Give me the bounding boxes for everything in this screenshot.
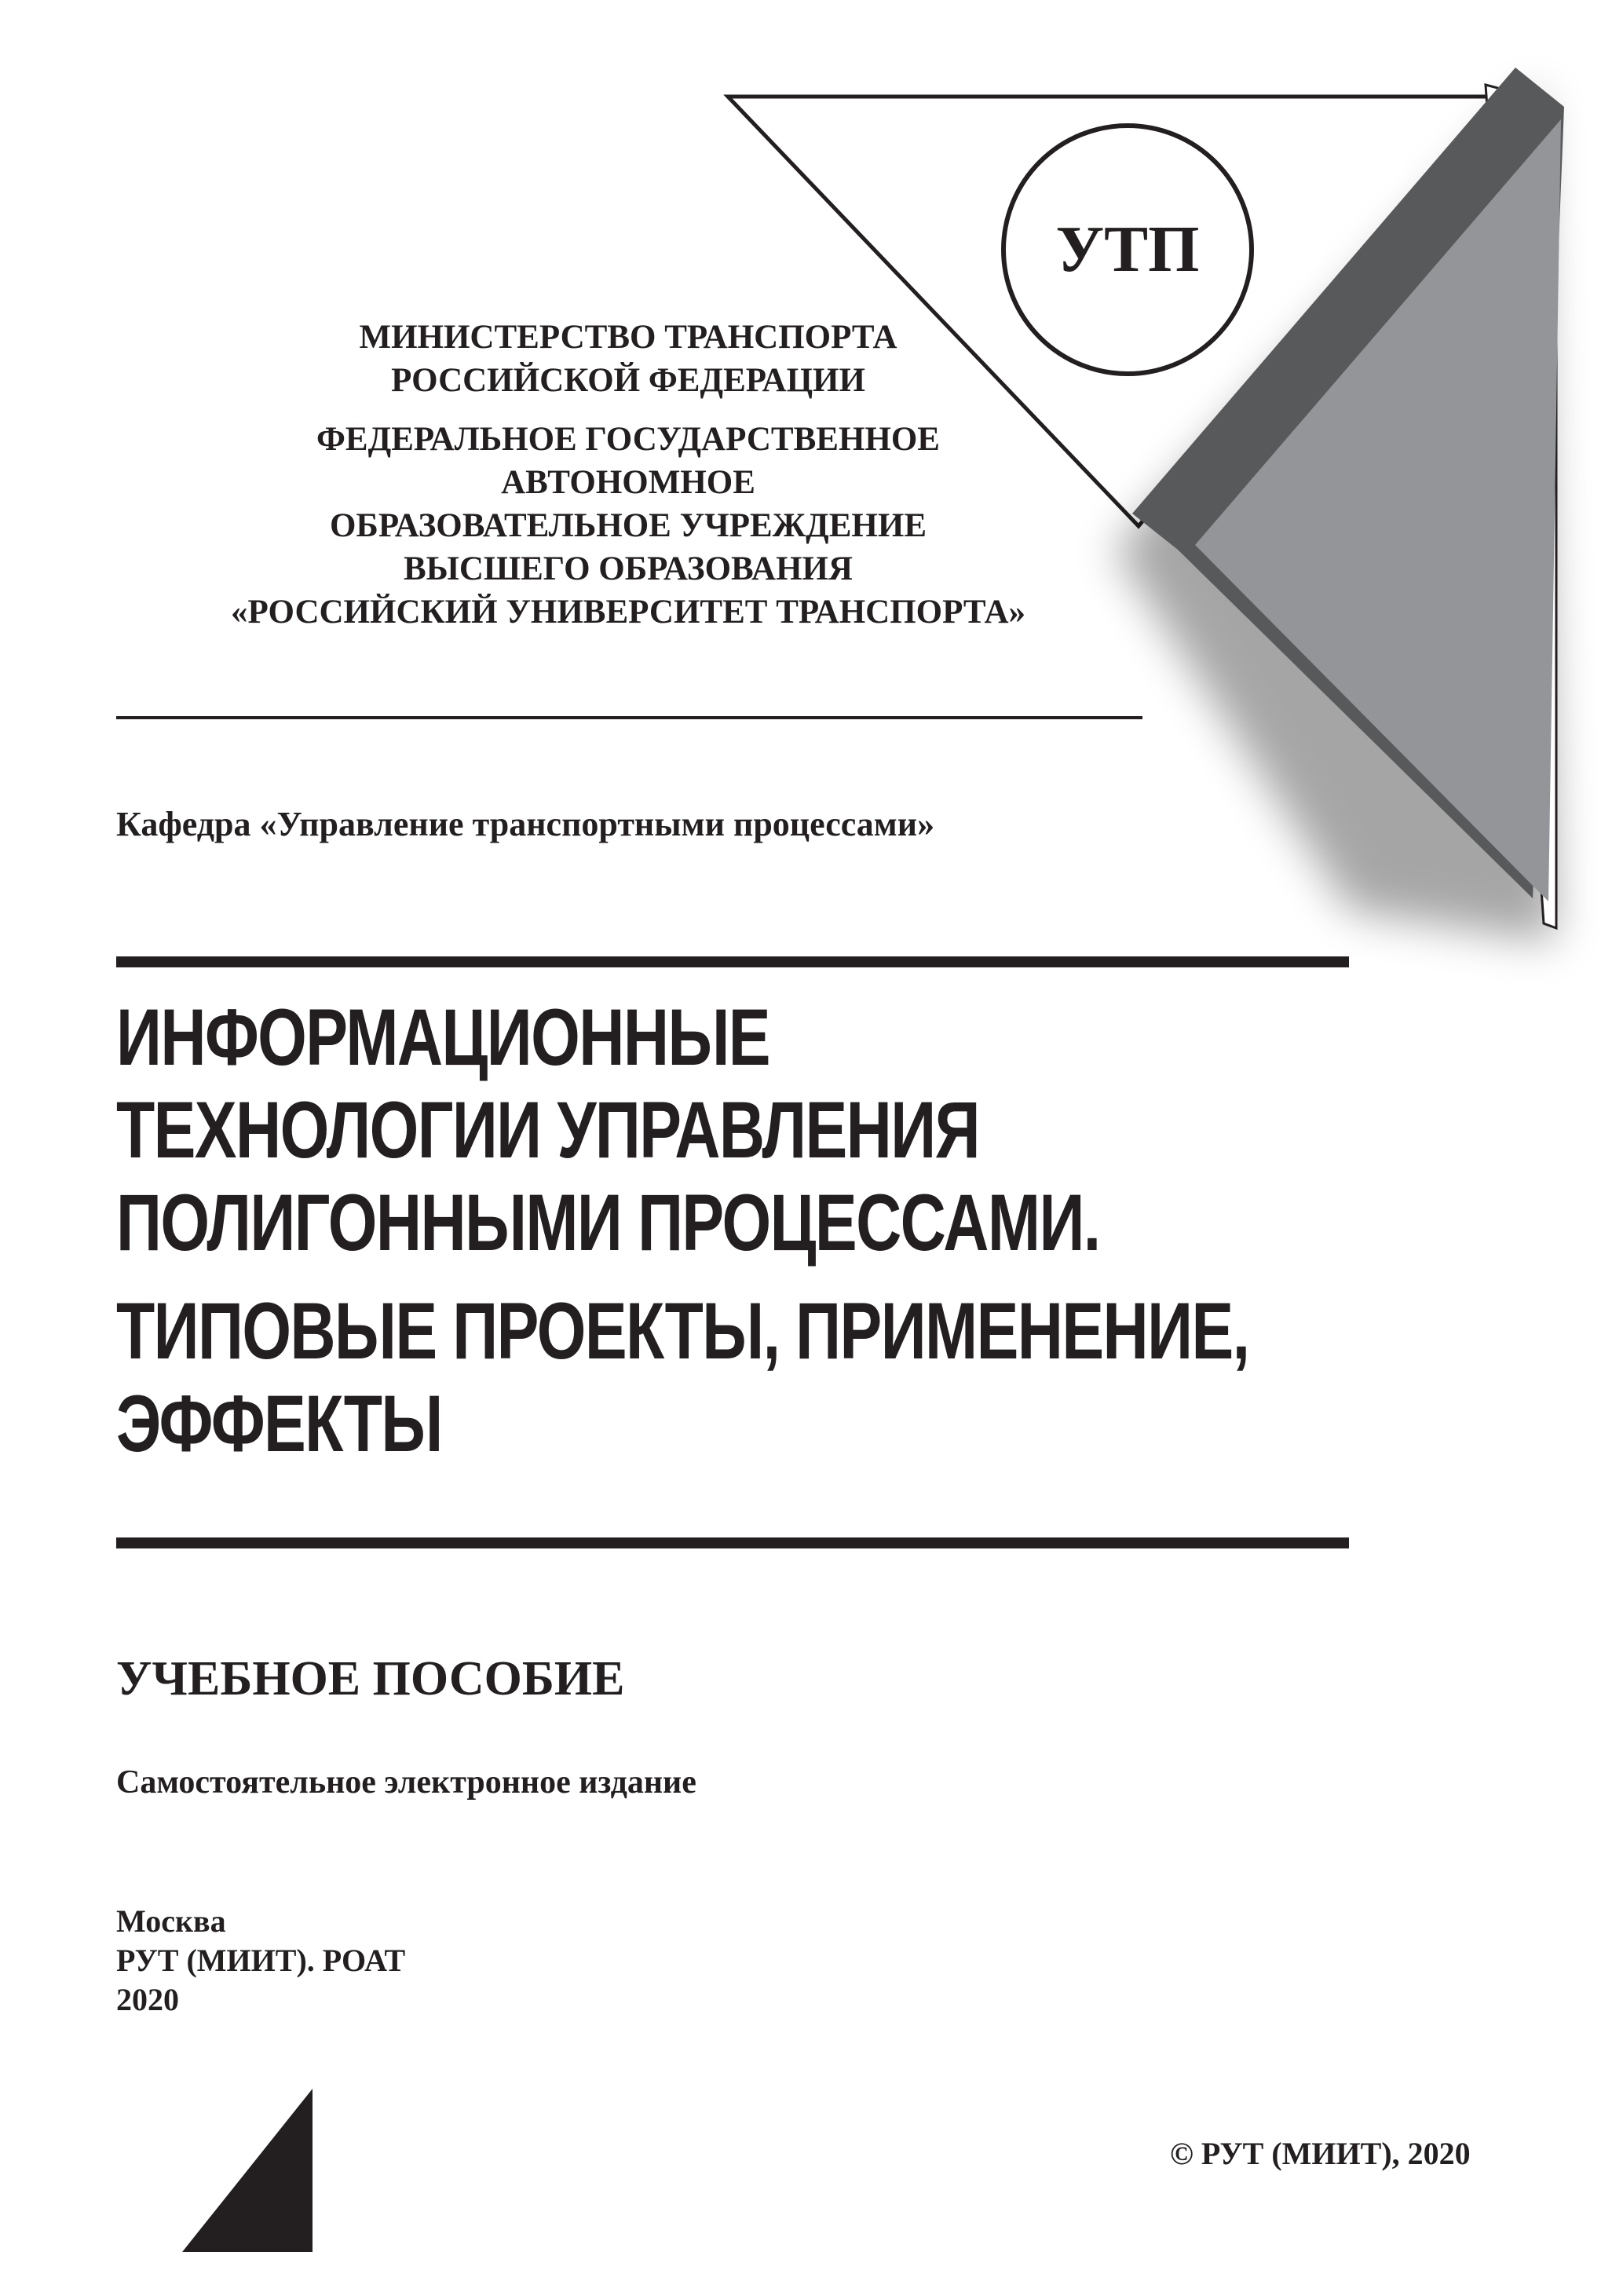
- publisher-city: Москва: [116, 1903, 226, 1939]
- publisher-org: РУТ (МИИТ). РОАТ: [116, 1943, 406, 1978]
- title-line: ТЕХНОЛОГИИ УПРАВЛЕНИЯ: [116, 1085, 979, 1175]
- institution-line: ФЕДЕРАЛЬНОЕ ГОСУДАРСТВЕННОЕ: [316, 421, 940, 458]
- title-line: ИНФОРМАЦИОННЫЕ: [116, 993, 769, 1082]
- department: Кафедра «Управление транспортными процессами»: [116, 805, 935, 843]
- institution-line: АВТОНОМНОЕ: [501, 464, 755, 501]
- logo-text: УТП: [1055, 213, 1200, 286]
- institution-line: ОБРАЗОВАТЕЛЬНОЕ УЧРЕЖДЕНИЕ: [329, 507, 927, 544]
- title-rule-top: [116, 956, 1349, 967]
- ministry-header: [118, 316, 1139, 634]
- title-line: ТИПОВЫЕ ПРОЕКТЫ, ПРИМЕНЕНИЕ,: [116, 1286, 1249, 1376]
- ministry-line: РОССИЙСКОЙ ФЕДЕРАЦИИ: [391, 362, 865, 399]
- publisher-year: 2020: [116, 1982, 179, 2017]
- title-rule-bottom: [116, 1537, 1349, 1548]
- institution-line: «РОССИЙСКИЙ УНИВЕРСИТЕТ ТРАНСПОРТА»: [230, 594, 1026, 631]
- ministry-line: МИНИСТЕРСТВО ТРАНСПОРТА: [359, 319, 897, 356]
- copyright: © РУТ (МИИТ), 2020: [1170, 2136, 1471, 2171]
- corner-triangle: [0, 1570, 393, 2296]
- title-line: ЭФФЕКТЫ: [116, 1379, 442, 1468]
- institution-line: ВЫСШЕГО ОБРАЗОВАНИЯ: [403, 550, 854, 587]
- document-type: УЧЕБНОЕ ПОСОБИЕ: [116, 1652, 625, 1706]
- title-line: ПОЛИГОННЫМИ ПРОЦЕССАМИ.: [116, 1178, 1100, 1267]
- edition-note: Самостоятельное электронное издание: [116, 1764, 696, 1801]
- book-title: [116, 991, 1248, 1470]
- header-divider: [116, 716, 1142, 719]
- corner-triangle-shape: [182, 2089, 313, 2252]
